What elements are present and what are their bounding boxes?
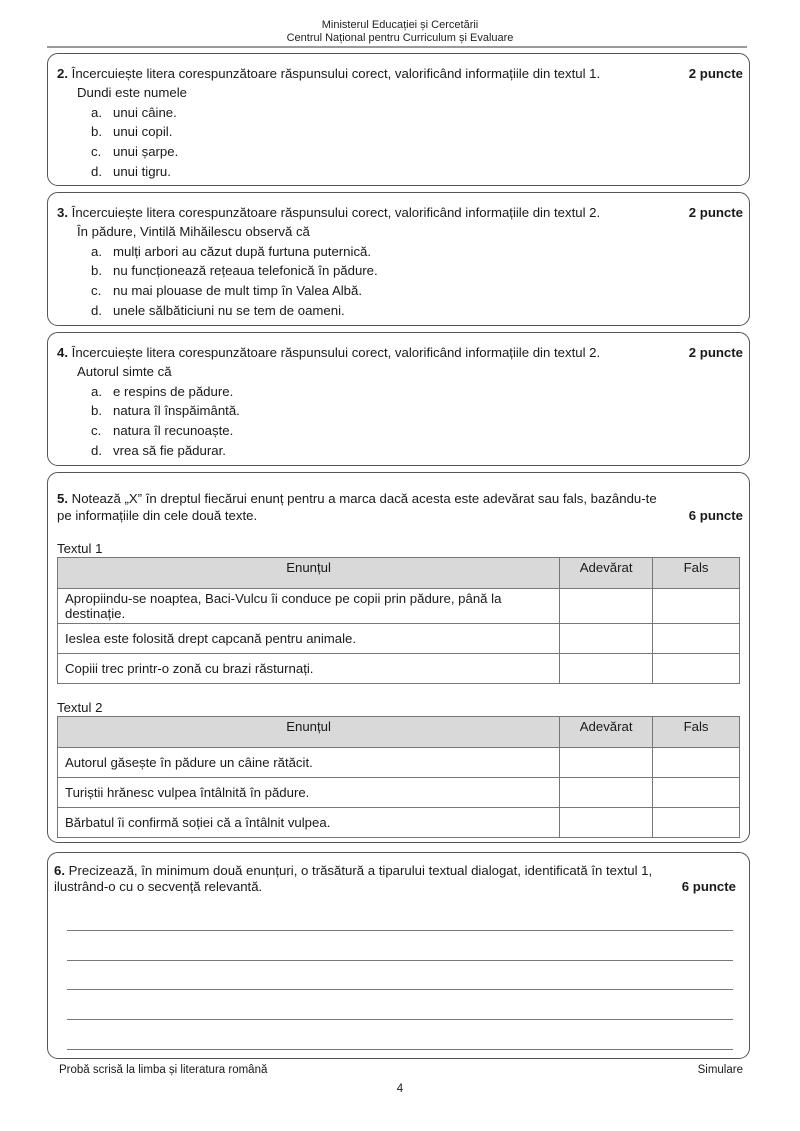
answer-line-1[interactable]	[67, 930, 733, 931]
column-header-true: Adevărat	[560, 717, 653, 748]
question-6-prompt: 6. Precizează, în minimum două enunțuri, o trăsătură a tiparului textual dialogat, identificată în textul 1,	[54, 863, 653, 878]
question-3-prompt: 3. Încercuiește litera corespunzătoare răspunsului corect, valorificând informațiile din textul 2.	[57, 205, 601, 220]
question-6-box	[47, 852, 750, 1059]
statement-cell: Apropiindu-se noaptea, Baci-Vulcu îi conduce pe copii prin pădure, până la destinație.	[58, 589, 560, 624]
question-4-option-b[interactable]: b. natura îl înspăimântă.	[91, 403, 240, 418]
question-4-option-a[interactable]: a. e respins de pădure.	[91, 384, 234, 399]
question-3-points: 2 puncte	[688, 205, 743, 220]
question-5-prompt-continued: pe informațiile din cele două texte.	[57, 508, 258, 523]
table-2-label: Textul 2	[57, 700, 103, 715]
column-header-false: Fals	[653, 717, 740, 748]
question-2-box	[47, 53, 750, 186]
answer-line-3[interactable]	[67, 989, 733, 990]
question-3-box	[47, 192, 750, 326]
true-checkbox-cell[interactable]	[560, 654, 653, 684]
true-false-table-1	[57, 557, 740, 684]
false-checkbox-cell[interactable]	[653, 589, 740, 624]
question-2-points: 2 puncte	[688, 66, 743, 81]
header-divider	[47, 46, 747, 48]
answer-line-4[interactable]	[67, 1019, 733, 1020]
false-checkbox-cell[interactable]	[653, 654, 740, 684]
question-3-option-d[interactable]: d. unele sălbăticiuni nu se tem de oameni.	[91, 303, 345, 318]
statement-cell: Autorul găsește în pădure un câine rătăcit.	[58, 748, 560, 778]
table-1-label: Textul 1	[57, 541, 103, 556]
true-checkbox-cell[interactable]	[560, 589, 653, 624]
true-checkbox-cell[interactable]	[560, 808, 653, 838]
column-header-statement: Enunțul	[58, 558, 560, 589]
question-2-option-a[interactable]: a. unui câine.	[91, 105, 177, 120]
page-header	[0, 19, 800, 45]
question-3-option-a[interactable]: a. mulți arbori au căzut după furtuna puternică.	[91, 244, 372, 259]
question-4-box	[47, 332, 750, 466]
false-checkbox-cell[interactable]	[653, 778, 740, 808]
question-4-prompt: 4. Încercuiește litera corespunzătoare răspunsului corect, valorificând informațiile din textul 2.	[57, 345, 601, 360]
footer-exam-title: Probă scrisă la limba și literatura română	[59, 1064, 268, 1076]
table-row	[58, 748, 740, 778]
question-5-box	[47, 472, 750, 843]
page-number: 4	[396, 1083, 404, 1095]
table-row	[58, 624, 740, 654]
statement-cell: Turiștii hrănesc vulpea întâlnită în pădure.	[58, 778, 560, 808]
table-row	[58, 654, 740, 684]
question-2-stem: Dundi este numele	[77, 85, 187, 100]
false-checkbox-cell[interactable]	[653, 748, 740, 778]
true-checkbox-cell[interactable]	[560, 778, 653, 808]
question-3-option-c[interactable]: c. nu mai plouase de mult timp în Valea Albă.	[91, 283, 362, 298]
question-3-stem: În pădure, Vintilă Mihăilescu observă că	[77, 224, 310, 239]
statement-cell: Ieslea este folosită drept capcană pentru animale.	[58, 624, 560, 654]
table-row	[58, 808, 740, 838]
question-2-option-d[interactable]: d. unui tigru.	[91, 164, 171, 179]
question-2-option-c[interactable]: c. unui șarpe.	[91, 144, 179, 159]
column-header-false: Fals	[653, 558, 740, 589]
header-ministry: Ministerul Educației și Cercetării	[321, 19, 479, 31]
table-row	[58, 778, 740, 808]
false-checkbox-cell[interactable]	[653, 624, 740, 654]
question-3-option-b[interactable]: b. nu funcționează rețeaua telefonică în pădure.	[91, 263, 378, 278]
header-center: Centrul Național pentru Curriculum și Evaluare	[286, 32, 514, 44]
answer-line-5[interactable]	[67, 1049, 733, 1050]
false-checkbox-cell[interactable]	[653, 808, 740, 838]
true-checkbox-cell[interactable]	[560, 748, 653, 778]
question-6-points: 6 puncte	[681, 879, 736, 894]
true-false-table-2	[57, 716, 740, 838]
statement-cell: Copiii trec printr-o zonă cu brazi răsturnați.	[58, 654, 560, 684]
question-4-option-d[interactable]: d. vrea să fie pădurar.	[91, 443, 226, 458]
question-5-prompt: 5. Notează „X” în dreptul fiecărui enunț pentru a marca dacă acesta este adevărat sau fals, bazându-te	[57, 491, 657, 506]
footer-exam-type: Simulare	[697, 1064, 743, 1076]
question-6-prompt-continued: ilustrând-o cu o secvență relevantă.	[54, 879, 263, 894]
question-4-option-c[interactable]: c. natura îl recunoaște.	[91, 423, 234, 438]
question-2-prompt: 2. Încercuiește litera corespunzătoare răspunsului corect, valorificând informațiile din textul 1.	[57, 66, 601, 81]
question-5-points: 6 puncte	[688, 508, 743, 523]
true-checkbox-cell[interactable]	[560, 624, 653, 654]
question-4-stem: Autorul simte că	[77, 364, 172, 379]
column-header-statement: Enunțul	[58, 717, 560, 748]
question-4-points: 2 puncte	[688, 345, 743, 360]
question-2-option-b[interactable]: b. unui copil.	[91, 124, 173, 139]
column-header-true: Adevărat	[560, 558, 653, 589]
statement-cell: Bărbatul îi confirmă soției că a întâlnit vulpea.	[58, 808, 560, 838]
table-row	[58, 589, 740, 624]
answer-line-2[interactable]	[67, 960, 733, 961]
